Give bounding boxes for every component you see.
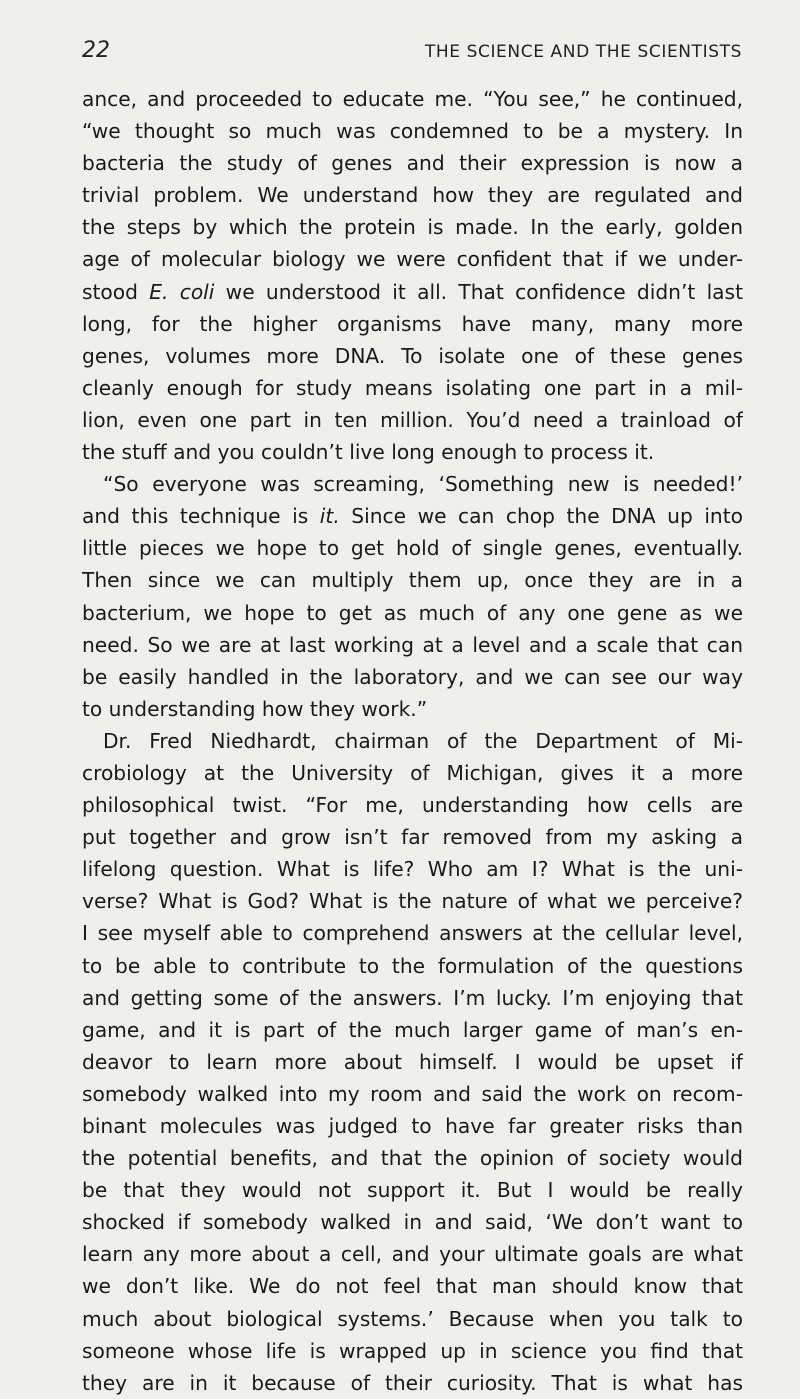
text-line: “we thought so much was condemned to be a mystery. In <box>82 119 743 144</box>
text-line: I see myself able to comprehend answers at the cellular level, <box>82 921 743 946</box>
text-line: need. So we are at last working at a level and a scale that can <box>82 632 743 657</box>
text-line: the steps by which the protein is made. In the early, golden <box>82 215 743 240</box>
text-line: the stuff and you couldn’t live long enough to process it. <box>82 440 655 465</box>
page-number: 22 <box>82 38 110 63</box>
text-line: lifelong question. What is life? Who am I? What is the uni- <box>82 857 743 882</box>
text-line: Then since we can multiply them up, once they are in a <box>82 568 743 593</box>
text-line <box>82 500 743 532</box>
text-line: to be able to contribute to the formulation of the questions <box>82 953 743 978</box>
text-line: philosophical twist. “For me, understanding how cells are <box>82 793 743 818</box>
text-line: lion, even one part in ten million. You’d need a trainload of <box>82 407 743 432</box>
text-line: bacteria the study of genes and their expression is now a <box>82 151 743 176</box>
line-segment: and this technique is <box>82 504 320 529</box>
text-line: verse? What is God? What is the nature of what we perceive? <box>82 889 743 914</box>
line-segment: we understood it all. That confidence didn’t last <box>214 279 743 304</box>
italic-term: E. coli <box>149 279 215 304</box>
text-line: “So everyone was screaming, ‘Something new is needed!’ <box>103 472 743 497</box>
text-line: age of molecular biology we were confident that if we under- <box>82 247 743 272</box>
text-line: binant molecules was judged to have far greater risks than <box>82 1114 743 1138</box>
text-line: be easily handled in the laboratory, and we can see our way <box>82 664 743 689</box>
text-line: bacterium, we hope to get as much of any one gene as we <box>82 600 743 625</box>
line-segment: Since we can chop the DNA up into <box>339 504 743 529</box>
text-line: we don’t like. We do not feel that man should know that <box>82 1274 743 1299</box>
text-line: genes, volumes more DNA. To isolate one of these genes <box>82 343 743 368</box>
body-text <box>82 83 743 1399</box>
text-line: long, for the higher organisms have many, many more <box>82 311 743 336</box>
text-line: they are in it because of their curiosity. That is what has <box>82 1370 743 1395</box>
page-header <box>82 38 742 68</box>
text-line: shocked if somebody walked in and said, ‘We don’t want to <box>82 1210 743 1235</box>
text-line: and getting some of the answers. I’m lucky. I’m enjoying that <box>82 985 743 1010</box>
text-line: much about biological systems.’ Because when you talk to <box>82 1306 743 1331</box>
text-line: Dr. Fred Niedhardt, chairman of the Department of Mi- <box>103 728 743 753</box>
line-segment: stood <box>82 279 150 304</box>
text-line: cleanly enough for study means isolating one part in a mil- <box>82 375 743 400</box>
text-line: be that they would not support it. But I would be really <box>82 1178 743 1203</box>
italic-term: it. <box>319 504 340 529</box>
text-line: crobiology at the University of Michigan, gives it a more <box>82 760 743 785</box>
text-line: little pieces we hope to get hold of single genes, eventually. <box>82 536 743 561</box>
text-line: someone whose life is wrapped up in science you find that <box>82 1338 743 1363</box>
text-line: learn any more about a cell, and your ultimate goals are what <box>82 1242 743 1267</box>
text-line: deavor to learn more about himself. I would be upset if <box>82 1049 743 1074</box>
text-line <box>82 276 743 308</box>
text-line: somebody walked into my room and said the work on recom- <box>82 1081 743 1106</box>
text-line: trivial problem. We understand how they are regulated and <box>82 183 743 208</box>
text-line: the potential benefits, and that the opinion of society would <box>82 1146 743 1171</box>
text-line: game, and it is part of the much larger game of man’s en- <box>82 1017 743 1042</box>
text-line: to understanding how they work.” <box>82 696 428 721</box>
text-line: put together and grow isn’t far removed from my asking a <box>82 825 743 850</box>
running-head: THE SCIENCE AND THE SCIENTISTS <box>424 42 742 62</box>
text-line: ance, and proceeded to educate me. “You see,” he continued, <box>82 87 743 111</box>
